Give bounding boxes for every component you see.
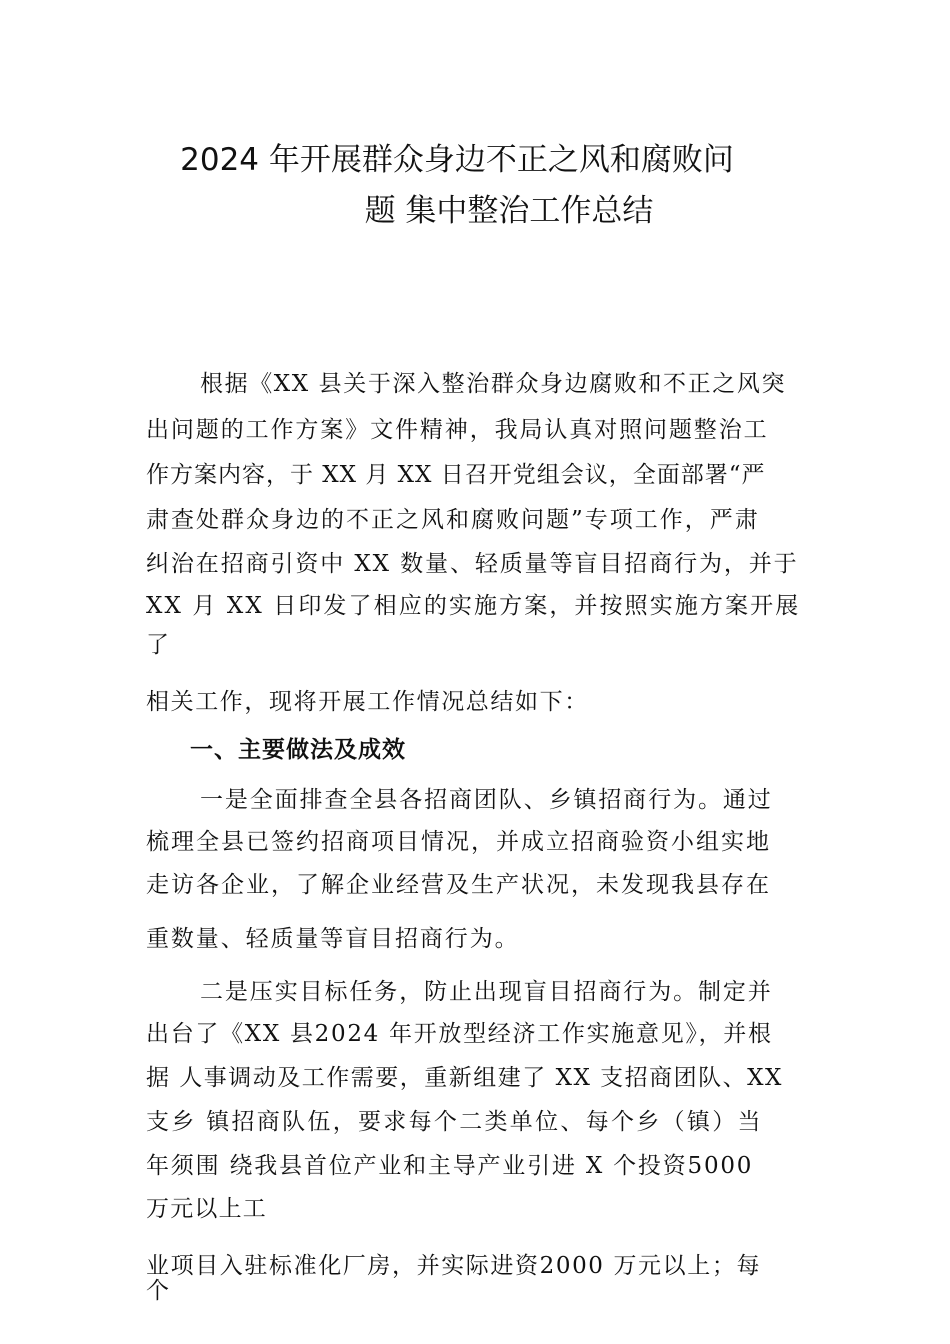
paragraph-line: 梳理全县已签约招商项目情况，并成立招商验资小组实地 [146, 829, 771, 855]
paragraph-line: 了 [146, 632, 169, 658]
paragraph-line: 作方案内容，于 XX 月 XX 日召开党组会议，全面部署“严 [146, 462, 766, 488]
paragraph-line: 根据《XX 县关于深入整治群众身边腐败和不正之风突 [200, 371, 787, 397]
paragraph-line: 相关工作，现将开展工作情况总结如下： [146, 689, 589, 715]
paragraph-line: 个 [146, 1278, 169, 1304]
paragraph-line: 出台了《XX 县2024 年开放型经济工作实施意见》，并根 [146, 1021, 773, 1047]
paragraph-line: XX 月 XX 日印发了相应的实施方案，并按照实施方案开展 [146, 593, 801, 619]
paragraph-line: 肃查处群众身边的不正之风和腐败问题”专项工作，严肃 [146, 507, 760, 533]
paragraph-line: 年须围 绕我县首位产业和主导产业引进 X 个投资5000 [146, 1153, 754, 1179]
paragraph-line: 出问题的工作方案》文件精神，我局认真对照问题整治工 [146, 417, 769, 443]
paragraph-line: 纠治在招商引资中 XX 数量、轻质量等盲目招商行为，并于 [146, 551, 799, 577]
document-title-line-2: 题 集中整治工作总结 [364, 193, 654, 229]
paragraph-line: 据 人事调动及工作需要，重新组建了 XX 支招商团队、XX [146, 1065, 783, 1091]
section-heading: 一、主要做法及成效 [190, 737, 406, 763]
paragraph-line: 二是压实目标任务，防止出现盲目招商行为。制定并 [200, 979, 773, 1005]
paragraph-line: 支乡 镇招商队伍，要求每个二类单位、每个乡（镇）当 [146, 1109, 763, 1135]
document-title-line-1: 2024 年开展群众身边不正之风和腐败问 [180, 142, 734, 178]
paragraph-line: 万元以上工 [146, 1196, 267, 1222]
paragraph-line: 一是全面排查全县各招商团队、乡镇招商行为。通过 [200, 787, 773, 813]
paragraph-line: 走访各企业，了解企业经营及生产状况，未发现我县存在 [146, 872, 771, 898]
paragraph-line: 重数量、轻质量等盲目招商行为。 [146, 926, 520, 952]
paragraph-line: 业项目入驻标准化厂房，并实际进资2000 万元以上；每 [146, 1253, 762, 1279]
